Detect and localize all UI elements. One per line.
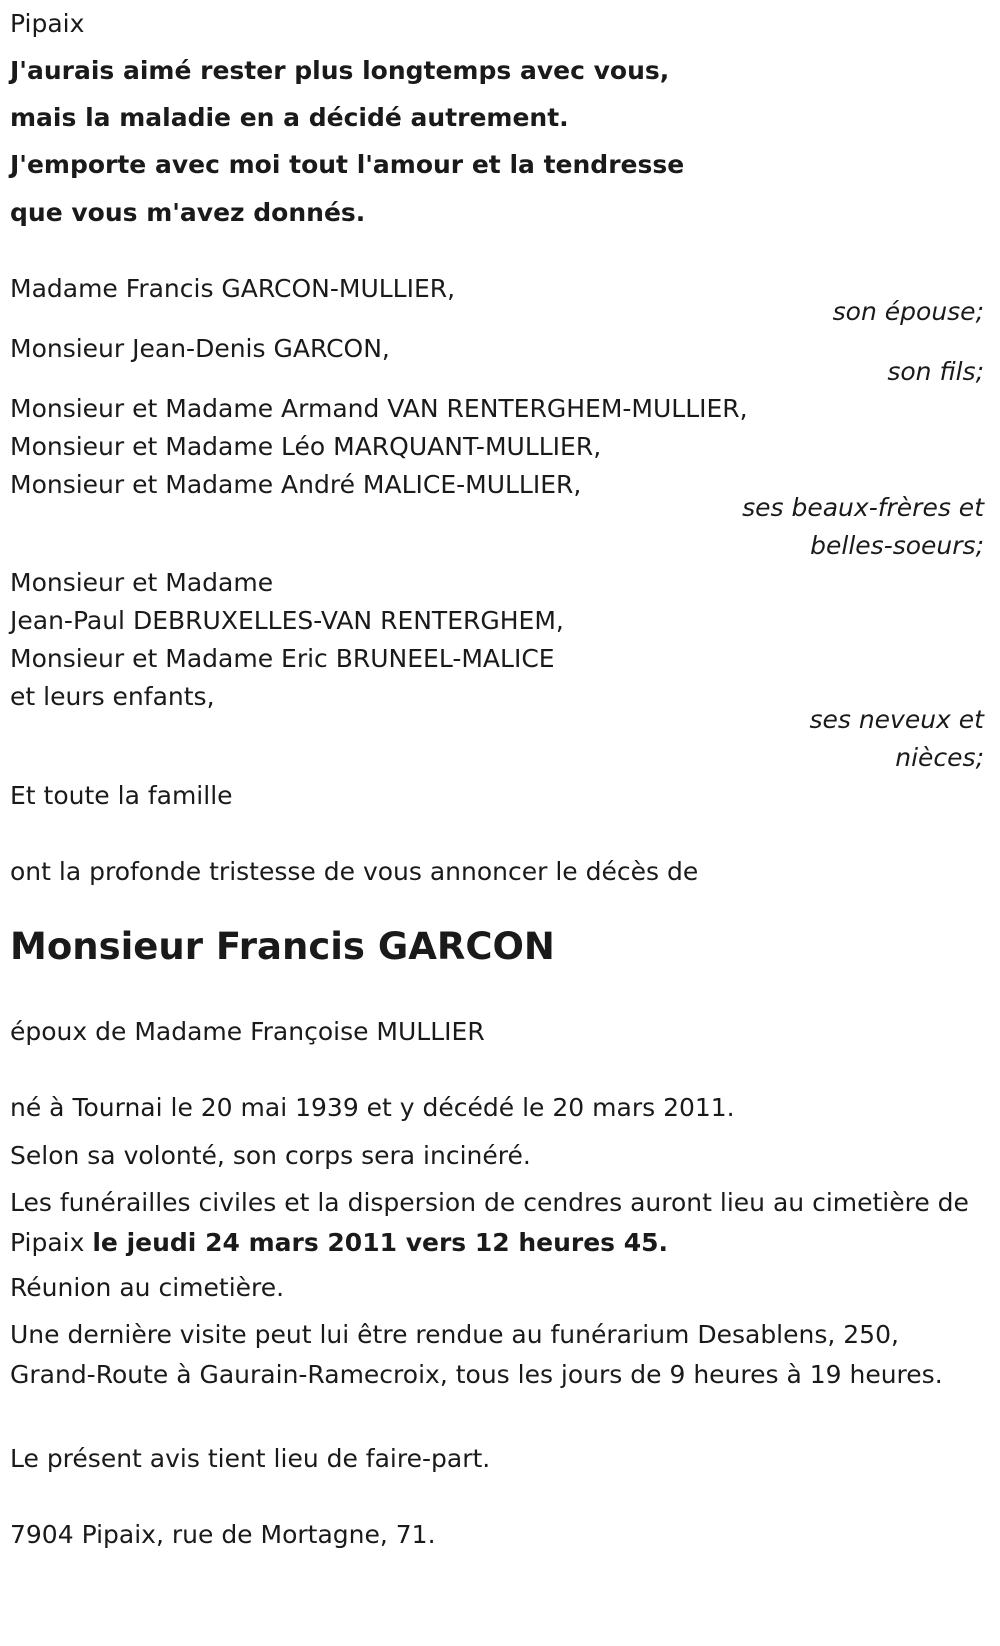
born-died: né à Tournai le 20 mai 1939 et y décédé le 20 mars 2011. [10, 1093, 735, 1122]
family-whole: Et toute la famille [10, 781, 233, 810]
family-in-laws-role-1: ses beaux-frères et [742, 493, 984, 522]
family-nephew-2: Jean-Paul DEBRUXELLES-VAN RENTERGHEM, [10, 606, 564, 635]
family-nephew-1: Monsieur et Madame [10, 568, 274, 597]
family-son-role: son fils; [887, 357, 984, 386]
family-son: Monsieur Jean-Denis GARCON, [10, 334, 390, 363]
header-city: Pipaix [10, 9, 85, 38]
family-in-law-2: Monsieur et Madame Léo MARQUANT-MULLIER, [10, 432, 602, 461]
family-nephew-4: et leurs enfants, [10, 682, 215, 711]
poem-line-4: que vous m'avez donnés. [10, 198, 366, 227]
family-spouse-role: son épouse; [832, 297, 984, 326]
family-nephews-role-2: nièces; [895, 743, 984, 772]
funeral-paragraph [10, 1183, 984, 1263]
visit-paragraph: Une dernière visite peut lui être rendue au funérarium Desablens, 250, Grand-Route à Gaurain-Ramecroix, tous les jours de 9 heures à 19 heures. [10, 1320, 943, 1389]
family-nephew-3: Monsieur et Madame Eric BRUNEEL-MALICE [10, 644, 555, 673]
funeral-text: Les funérailles civiles et la dispersion de cendres auront lieu au cimetière de Pipaix [10, 1188, 969, 1257]
family-in-law-3: Monsieur et Madame André MALICE-MULLIER, [10, 470, 582, 499]
poem-line-3: J'emporte avec moi tout l'amour et la tendresse [10, 150, 685, 179]
spouse-of: époux de Madame Françoise MULLIER [10, 1017, 485, 1046]
family-in-laws-role-2: belles-soeurs; [810, 531, 984, 560]
meeting-place: Réunion au cimetière. [10, 1273, 285, 1302]
announcement-intro: ont la profonde tristesse de vous annoncer le décès de [10, 857, 699, 886]
family-nephews-role-1: ses neveux et [809, 705, 984, 734]
family-in-law-1: Monsieur et Madame Armand VAN RENTERGHEM-MULLIER, [10, 394, 748, 423]
poem-line-2: mais la maladie en a décidé autrement. [10, 103, 569, 132]
funeral-date: le jeudi 24 mars 2011 vers 12 heures 45. [92, 1228, 669, 1257]
poem-line-1: J'aurais aimé rester plus longtemps avec vous, [10, 56, 670, 85]
deceased-name: Monsieur Francis GARCON [10, 925, 555, 968]
address-text: 7904 Pipaix, rue de Mortagne, 71. [10, 1520, 436, 1549]
cremation-wish: Selon sa volonté, son corps sera incinéré. [10, 1141, 531, 1170]
notice-text: Le présent avis tient lieu de faire-part. [10, 1444, 491, 1473]
family-spouse: Madame Francis GARCON-MULLIER, [10, 274, 456, 303]
